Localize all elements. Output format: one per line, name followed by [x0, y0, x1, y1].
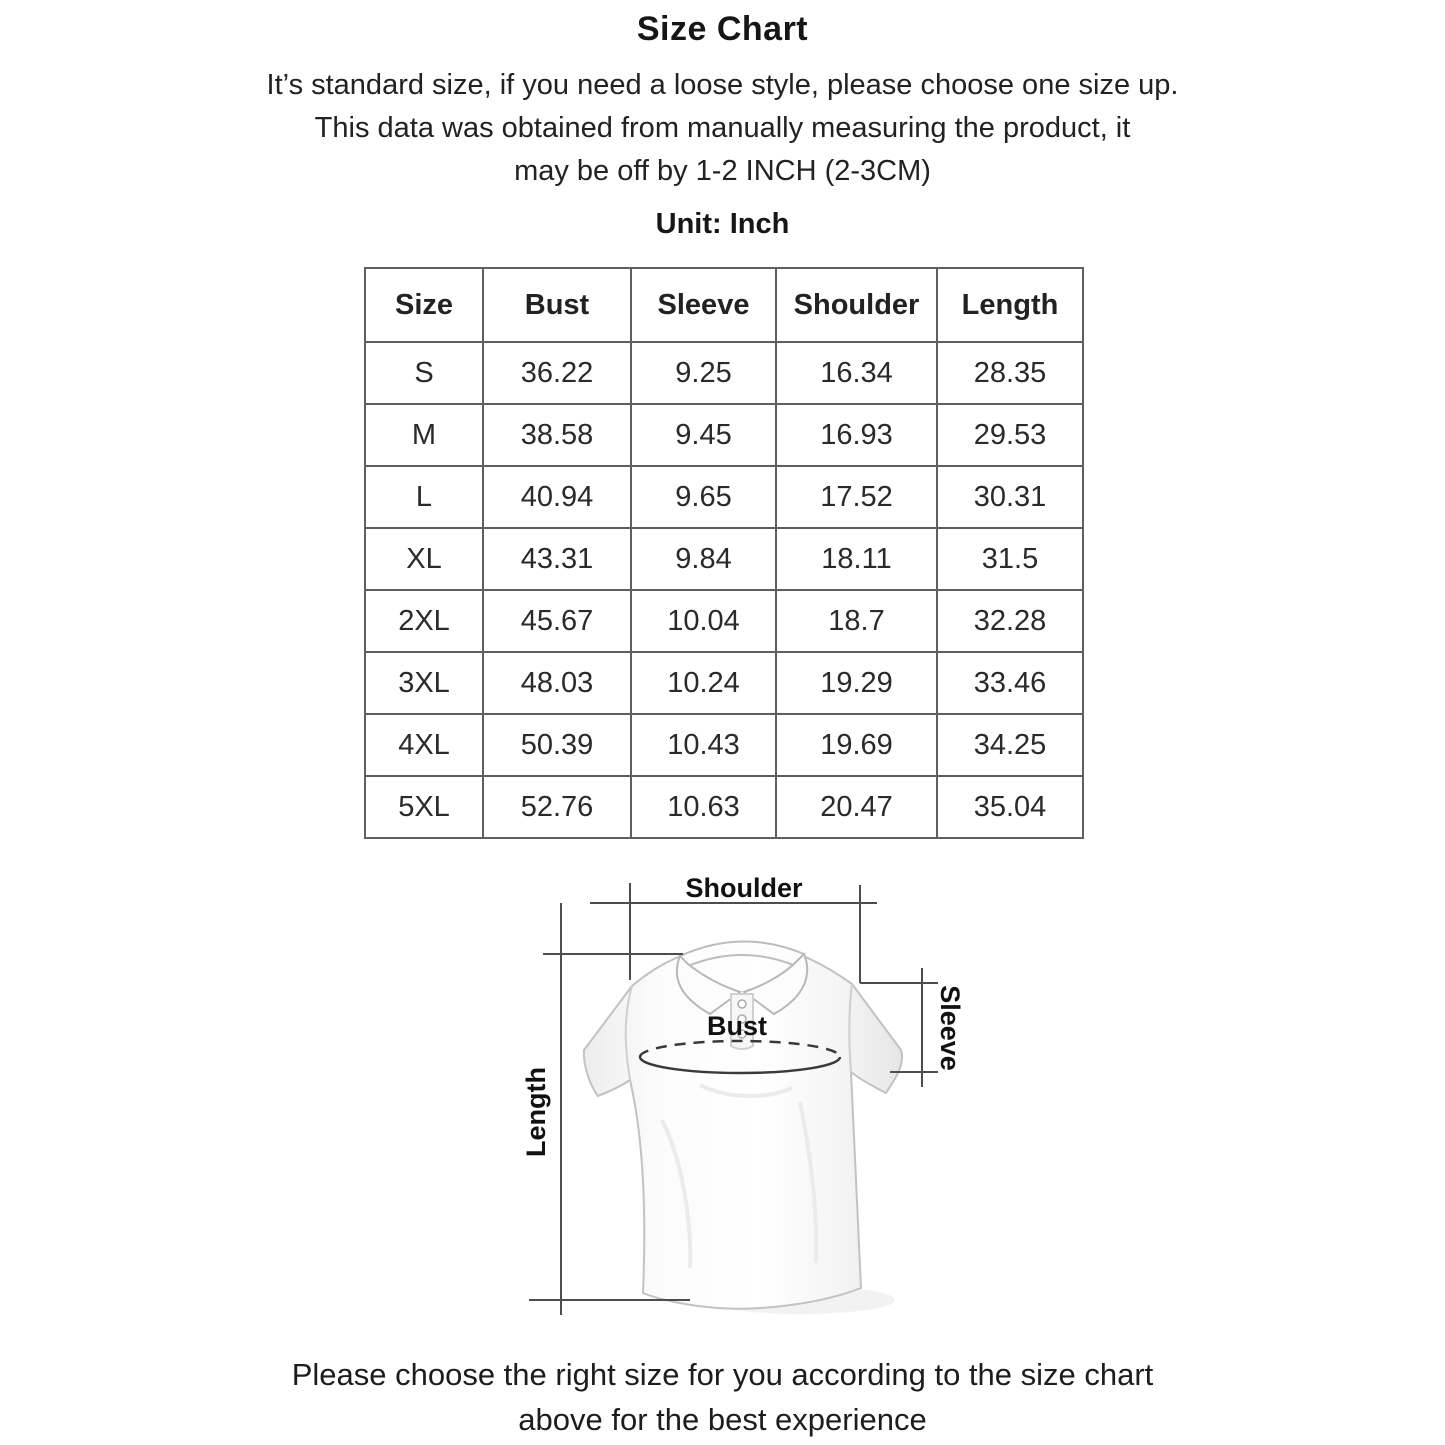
table-row	[365, 342, 1083, 404]
size-note-line-1: It’s standard size, if you need a loose style, please choose one size up.	[266, 69, 1179, 101]
table-cell: 9.84	[631, 528, 776, 590]
size-cell: M	[365, 404, 483, 466]
size-cell: 5XL	[365, 776, 483, 838]
table-cell: 19.69	[776, 714, 937, 776]
table-cell: 43.31	[483, 528, 631, 590]
table-cell: 10.04	[631, 590, 776, 652]
column-header-shoulder: Shoulder	[776, 268, 937, 342]
table-cell: 36.22	[483, 342, 631, 404]
size-note	[0, 64, 1445, 193]
table-row	[365, 776, 1083, 838]
table-cell: 31.5	[937, 528, 1083, 590]
column-header-bust: Bust	[483, 268, 631, 342]
button	[738, 1000, 746, 1008]
table-row	[365, 652, 1083, 714]
size-cell: 2XL	[365, 590, 483, 652]
size-note-line-2: This data was obtained from manually measuring the product, it	[314, 112, 1131, 144]
size-cell: L	[365, 466, 483, 528]
sleeve-label: Sleeve	[935, 985, 965, 1071]
table-cell: 50.39	[483, 714, 631, 776]
table-cell: 52.76	[483, 776, 631, 838]
size-table	[364, 267, 1084, 839]
table-cell: 17.52	[776, 466, 937, 528]
table-cell: 19.29	[776, 652, 937, 714]
table-cell: 20.47	[776, 776, 937, 838]
table-cell: 18.11	[776, 528, 937, 590]
table-row	[365, 528, 1083, 590]
table-row	[365, 590, 1083, 652]
size-note-line-3: may be off by 1-2 INCH (2-3CM)	[514, 155, 931, 187]
table-cell: 29.53	[937, 404, 1083, 466]
table-cell: 10.63	[631, 776, 776, 838]
table-cell: 48.03	[483, 652, 631, 714]
table-cell: 34.25	[937, 714, 1083, 776]
bust-label: Bust	[707, 1011, 767, 1041]
footer-note	[0, 1352, 1445, 1442]
table-header-row	[365, 268, 1083, 342]
table-cell: 30.31	[937, 466, 1083, 528]
table-cell: 16.34	[776, 342, 937, 404]
size-cell: XL	[365, 528, 483, 590]
measurement-diagram	[0, 870, 1445, 1330]
table-cell: 35.04	[937, 776, 1083, 838]
table-cell: 16.93	[776, 404, 937, 466]
unit-label: Unit: Inch	[655, 208, 790, 240]
table-cell: 10.43	[631, 714, 776, 776]
table-cell: 40.94	[483, 466, 631, 528]
size-cell: S	[365, 342, 483, 404]
table-cell: 33.46	[937, 652, 1083, 714]
shoulder-label: Shoulder	[685, 873, 803, 903]
table-row	[365, 404, 1083, 466]
size-cell: 3XL	[365, 652, 483, 714]
table-cell: 18.7	[776, 590, 937, 652]
footer-line-2: above for the best experience	[518, 1402, 927, 1437]
footer-line-1: Please choose the right size for you according to the size chart	[291, 1357, 1154, 1392]
polo-shirt-illustration	[584, 941, 902, 1308]
table-row	[365, 714, 1083, 776]
size-cell: 4XL	[365, 714, 483, 776]
table-cell: 28.35	[937, 342, 1083, 404]
column-header-size: Size	[365, 268, 483, 342]
table-cell: 9.45	[631, 404, 776, 466]
table-cell: 9.25	[631, 342, 776, 404]
table-cell: 10.24	[631, 652, 776, 714]
table-cell: 45.67	[483, 590, 631, 652]
column-header-length: Length	[937, 268, 1083, 342]
table-cell: 38.58	[483, 404, 631, 466]
page-title: Size Chart	[636, 10, 809, 48]
table-cell: 32.28	[937, 590, 1083, 652]
table-row	[365, 466, 1083, 528]
length-label: Length	[521, 1067, 551, 1157]
table-cell: 9.65	[631, 466, 776, 528]
column-header-sleeve: Sleeve	[631, 268, 776, 342]
